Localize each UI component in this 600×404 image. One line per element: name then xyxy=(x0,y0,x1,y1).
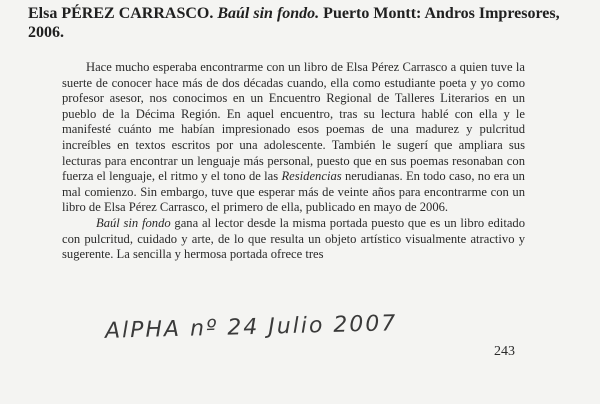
handwritten-note: AlPHA nº 24 Julio 2007 xyxy=(104,311,398,344)
paragraph-2 xyxy=(62,216,525,263)
paragraph-2-emphasis: Baúl sin fondo xyxy=(96,215,171,230)
paragraph-1 xyxy=(62,60,525,216)
paragraph-1-emphasis: Residencias xyxy=(281,169,342,184)
review-heading xyxy=(28,4,588,42)
publication-info: Puerto Montt: Andros Impresores, 2006. xyxy=(28,5,560,41)
author-name: Elsa PÉREZ CARRASCO. xyxy=(28,5,214,22)
page-number: 243 xyxy=(494,344,515,359)
paragraph-2-text: gana al lector desde la misma portada puesto que es un libro editado con pulcritud, cuidado y arte, de lo que resulta un objeto artístico visualmente atractivo y sugerente. La sencilla y hermosa portada ofrece tres xyxy=(62,215,526,262)
book-title: Baúl sin fondo. xyxy=(217,5,320,22)
review-body xyxy=(62,60,525,263)
paragraph-1-part-1: Hace mucho esperaba encontrarme con un libro de Elsa Pérez Carrasco a quien tuve la suerte de conocer hace más de dos décadas cuando, ella como estudiante poeta y yo como profesor asesor, nos conocimos en un Encuentro Regional de Talleres Literarios en un pueblo de la Décima Región. En aquel encuentro, tras su lectura hablé con ella y le manifesté cuánto me habían impresionado esos poemas de una madurez y pulcritud increíbles en textos escritos por una adolescente. También le sugerí que ampliara sus lecturas para encontrar un lenguaje más personal, puesto que en sus poemas resonaban con fuerza el lenguaje, el ritmo y el tono de las xyxy=(62,60,525,184)
paragraph-1-part-2: nerudianas. En todo caso, no era un mal comienzo. Sin embargo, tuve que esperar más de veinte años para encontrarme con un libro de Elsa Pérez Carrasco, el primero de ella, publicado en mayo de 2006. xyxy=(62,169,525,215)
